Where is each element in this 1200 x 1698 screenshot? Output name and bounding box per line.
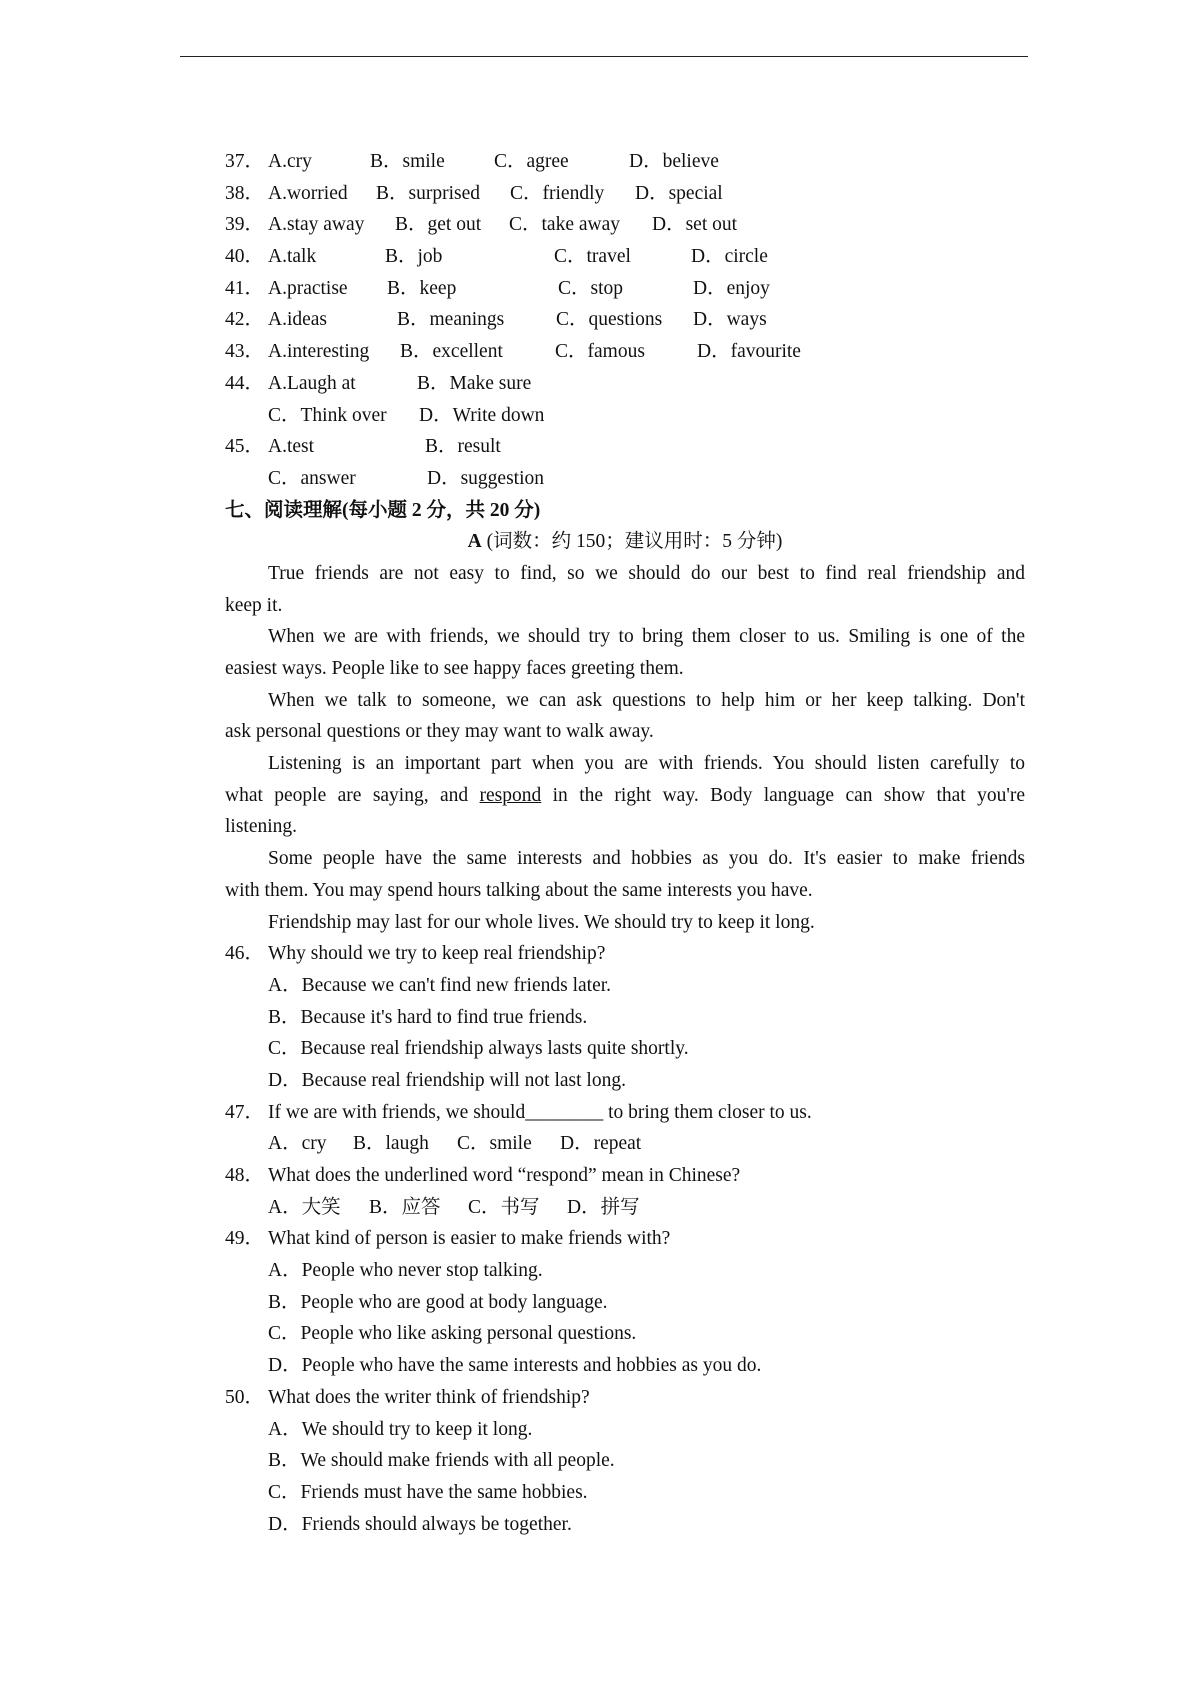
option-a: A．cry	[268, 1133, 327, 1155]
option-b: B．surprised	[376, 182, 480, 204]
option-b: B．We should make friends with all people.	[268, 1450, 615, 1472]
passage-line: easiest ways. People like to see happy faces greeting them.	[225, 658, 684, 679]
passage-info: (词数：约 150；建议用时：5 分钟)	[481, 531, 783, 553]
cloze-row-38	[225, 178, 1025, 210]
cloze-row-43	[225, 336, 1025, 368]
question-number: 41．	[225, 277, 265, 299]
header-rule	[180, 56, 1028, 57]
passage-line: with them. You may spend hours talking about the same interests you have.	[225, 879, 813, 901]
option-c: C．famous	[555, 341, 645, 363]
option-c: C．friendly	[510, 182, 605, 204]
option-b: B．get out	[395, 214, 482, 236]
passage-line: When we are with friends, we should try to bring them closer to us. Smiling is one of the	[268, 626, 1025, 648]
question-number: 45．	[225, 436, 265, 458]
option-a: A.practise	[268, 277, 348, 299]
option-c: C．People who like asking personal questions.	[268, 1323, 637, 1345]
option-c: C．take away	[509, 214, 621, 236]
passage-line: Friendship may last for our whole lives. We should try to keep it long.	[268, 911, 815, 933]
passage-line: True friends are not easy to find, so we should do our best to find real friendship and	[268, 562, 1025, 584]
question-50	[225, 1382, 1025, 1414]
options-row	[225, 1192, 1025, 1224]
question-48	[225, 1160, 1025, 1192]
option-c: C．travel	[554, 246, 631, 268]
question-number: 39．	[225, 214, 265, 236]
text: in the right way. Body language can show that you're	[541, 784, 1025, 806]
option-b: B．People who are good at body language.	[268, 1291, 608, 1313]
option-b: B．job	[385, 246, 443, 268]
cloze-row-37	[225, 146, 1025, 178]
question-text: What does the writer think of friendship?	[268, 1386, 590, 1408]
passage-line: When we talk to someone, we can ask questions to help him or her keep talking. Don't	[268, 689, 1025, 711]
question-number: 43．	[225, 341, 265, 363]
option-a: A.talk	[268, 246, 317, 268]
cloze-row-44	[225, 368, 1025, 400]
cloze-row-42	[225, 304, 1025, 336]
question-number: 47．	[225, 1101, 265, 1123]
option-a: A．People who never stop talking.	[268, 1260, 543, 1282]
question-text: What does the underlined word “respond” mean in Chinese?	[268, 1165, 741, 1186]
cloze-row-45-cont	[225, 463, 1025, 495]
passage-line	[225, 780, 1025, 812]
option-d: D．enjoy	[693, 277, 770, 299]
option-c: C．answer	[268, 467, 356, 489]
option-d: D．Friends should always be together.	[268, 1513, 572, 1535]
option-d: D．拼写	[567, 1196, 640, 1218]
passage-line: listening.	[225, 816, 298, 838]
question-47	[225, 1097, 1025, 1129]
option-b: B．keep	[387, 277, 457, 299]
cloze-row-39	[225, 209, 1025, 241]
option-a: A．大笑	[268, 1196, 341, 1218]
option-a: A.worried	[268, 182, 348, 204]
question-number: 42．	[225, 309, 265, 331]
option-d: D．circle	[691, 246, 768, 268]
question-text: If we are with friends, we should________ to bring them closer to us.	[268, 1101, 812, 1123]
option-d: D．Because real friendship will not last long.	[268, 1069, 626, 1091]
option-a: A.interesting	[268, 341, 370, 363]
option-c: C．Think over	[268, 404, 387, 426]
option-b: B．meanings	[397, 309, 505, 331]
passage-line: Some people have the same interests and hobbies as you do. It's easier to make friends	[268, 848, 1025, 870]
option-a: A．Because we can't find new friends later.	[268, 974, 612, 996]
passage-label: A	[467, 531, 482, 553]
options-row	[225, 1128, 1025, 1160]
question-49	[225, 1223, 1025, 1255]
question-number: 40．	[225, 246, 265, 268]
passage-line: Listening is an important part when you are with friends. You should listen carefully to	[268, 753, 1025, 775]
question-text: Why should we try to keep real friendship?	[268, 943, 606, 965]
option-c: C．questions	[556, 309, 663, 331]
question-number: 50．	[225, 1386, 265, 1408]
question-number: 44．	[225, 372, 265, 394]
option-a: A．We should try to keep it long.	[268, 1418, 533, 1440]
option-b: B．Make sure	[417, 372, 532, 394]
exam-page	[225, 146, 1025, 1540]
option-b: B．应答	[369, 1196, 441, 1218]
option-b: B．excellent	[400, 341, 503, 363]
option-d: D．set out	[652, 214, 738, 236]
text: what people are saying, and	[225, 784, 480, 806]
cloze-row-40	[225, 241, 1025, 273]
underlined-word: respond	[479, 784, 542, 806]
question-number: 48．	[225, 1165, 265, 1186]
option-b: B．laugh	[353, 1133, 429, 1155]
option-a: A.Laugh at	[268, 372, 356, 394]
option-c: C．Because real friendship always lasts quite shortly.	[268, 1038, 689, 1060]
question-text: What kind of person is easier to make friends with?	[268, 1228, 671, 1250]
option-c: C．smile	[457, 1133, 532, 1155]
option-a: A.test	[268, 436, 315, 458]
cloze-row-41	[225, 273, 1025, 305]
option-d: D．repeat	[560, 1133, 642, 1155]
option-b: B．smile	[370, 151, 445, 172]
option-a: A.ideas	[268, 309, 328, 331]
option-d: D．suggestion	[427, 467, 545, 489]
option-c: C．agree	[494, 151, 569, 172]
option-d: D．People who have the same interests and hobbies as you do.	[268, 1355, 762, 1377]
question-number: 46．	[225, 943, 265, 965]
option-c: C．stop	[558, 277, 624, 299]
question-number: 37．	[225, 151, 265, 172]
question-46	[225, 938, 1025, 970]
option-d: D．Write down	[419, 404, 545, 426]
option-b: B．Because it's hard to find true friends.	[268, 1006, 588, 1028]
passage-title	[225, 526, 1025, 558]
option-c: C．书写	[468, 1196, 540, 1218]
cloze-row-45	[225, 431, 1025, 463]
option-a: A.stay away	[268, 214, 365, 236]
option-d: D．believe	[629, 151, 719, 172]
passage-line: ask personal questions or they may want to walk away.	[225, 721, 654, 743]
option-c: C．Friends must have the same hobbies.	[268, 1481, 588, 1503]
option-b: B．result	[425, 436, 501, 458]
cloze-row-44-cont	[225, 400, 1025, 432]
question-number: 38．	[225, 182, 265, 204]
question-number: 49．	[225, 1228, 265, 1250]
option-a: A.cry	[268, 151, 312, 172]
option-d: D．favourite	[697, 341, 801, 363]
passage-line: keep it.	[225, 594, 283, 616]
option-d: D．special	[635, 182, 723, 204]
option-d: D．ways	[693, 309, 767, 331]
section-title: 七、阅读理解(每小题 2 分，共 20 分)	[225, 499, 541, 521]
